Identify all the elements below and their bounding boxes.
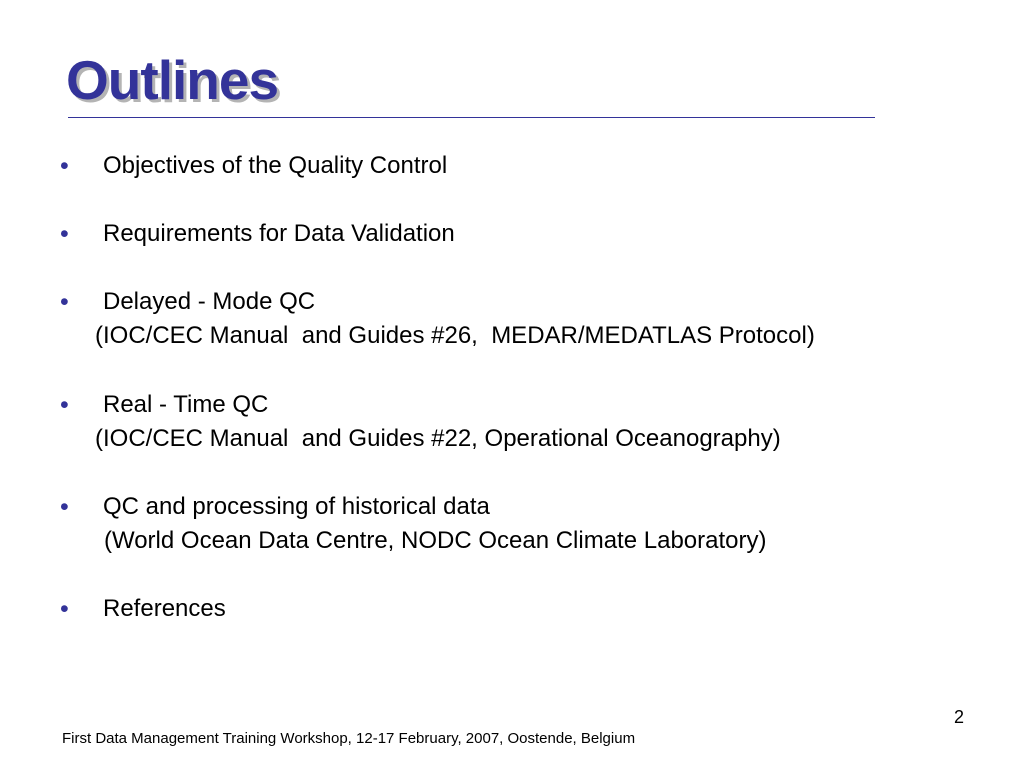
bullet-text: References	[103, 595, 226, 622]
bullet-marker: •	[60, 493, 69, 521]
bullet-text: Delayed - Mode QC	[103, 288, 316, 315]
bullet-subtext: (IOC/CEC Manual and Guides #22, Operational Oceanography)	[95, 425, 781, 452]
bullet-text: Objectives of the Quality Control	[103, 152, 448, 179]
page-number: 2	[953, 707, 964, 727]
title-underline-divider	[68, 117, 875, 118]
bullet-marker: •	[60, 595, 69, 623]
bullet-text: Real - Time QC	[103, 391, 269, 418]
bullet-text: Requirements for Data Validation	[103, 220, 455, 247]
bullet-marker: •	[60, 220, 69, 248]
bullet-subtext: (IOC/CEC Manual and Guides #26, MEDAR/MEDATLAS Protocol)	[95, 322, 815, 349]
footer-text: First Data Management Training Workshop, 12-17 February, 2007, Oostende, Belgium	[62, 730, 636, 747]
bullet-text: QC and processing of historical data	[103, 493, 490, 520]
bullet-marker: •	[60, 152, 69, 180]
bullet-marker: •	[60, 288, 69, 316]
bullet-subtext: (World Ocean Data Centre, NODC Ocean Climate Laboratory)	[104, 527, 767, 554]
slide-title: Outlines	[66, 49, 279, 111]
bullet-marker: •	[60, 391, 69, 419]
